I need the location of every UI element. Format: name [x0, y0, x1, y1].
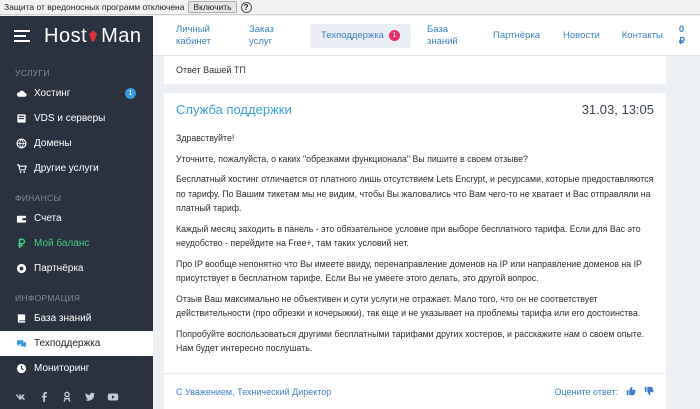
message-author: Служба поддержки	[176, 101, 292, 117]
tie-icon	[89, 31, 97, 42]
balance-amount: 0	[678, 23, 685, 35]
monitor-icon	[16, 363, 27, 374]
tab-label-line1: Личный	[176, 23, 210, 35]
sidebar-item-label: VDS и серверы	[34, 113, 106, 124]
sidebar	[0, 16, 153, 409]
message-header	[176, 93, 654, 125]
logo-part-man: Man	[101, 24, 142, 47]
sidebar-item-label: Партнёрка	[34, 263, 84, 274]
sidebar-item-invoices[interactable]	[0, 206, 153, 231]
message-paragraph: Бесплатный хостинг отличается от платного лишь отсутствием Lets Encrypt, и ресурсами, которые предоставляются по тарифу. По Вашим тикетам мы не видим, чтобы Вы жаловались что Вам чего-то не хватает и Вас отправляли на платный тариф.	[176, 174, 654, 213]
top-navigation	[153, 16, 700, 56]
message-signature: С Уважением, Технический Директор	[176, 386, 332, 397]
balance-display[interactable]	[679, 24, 691, 48]
message-date: 31.03, 13:05	[581, 101, 654, 117]
section-finance: ФИНАНСЫ	[15, 193, 62, 203]
ruble-icon	[16, 238, 27, 249]
section-info: ИНФОРМАЦИЯ	[15, 293, 81, 303]
tab-partner[interactable]	[481, 16, 550, 56]
sidebar-item-label: Техподдержка	[34, 338, 101, 349]
thumbs-down-icon[interactable]	[644, 386, 654, 398]
logo-part-host: Host	[44, 24, 88, 47]
sidebar-item-label: Мой баланс	[34, 238, 90, 249]
help-icon[interactable]: ?	[241, 2, 252, 13]
ok-icon[interactable]	[61, 391, 73, 403]
sidebar-item-support[interactable]	[0, 331, 153, 356]
tab-label-line2: услуг	[249, 35, 273, 47]
sidebar-item-balance[interactable]	[0, 231, 153, 256]
protection-bar-text: Защита от вредоносных программ отключена	[4, 2, 185, 12]
protection-bar	[0, 0, 700, 15]
sidebar-item-domains[interactable]	[0, 131, 153, 156]
message-paragraph: Про IP вообще непонятно что Вы имеете ввиду, перенаправление доменов на IP или направление доменов на IP присутствует в бесплатном тарифе. Если Вы не умеете этого делать, это другой вопрос.	[176, 258, 642, 283]
support-message-card	[164, 93, 666, 409]
message-paragraph: Попробуйте воспользоваться другими бесплатными тарифами других хостеров, и расскажите нам о своем опыте. Нам будет интересно послушать.	[176, 328, 645, 353]
enable-protection-button[interactable]: Включить	[188, 1, 236, 13]
social-links	[0, 384, 153, 409]
support-badge: 1	[389, 30, 400, 41]
partner-icon	[16, 263, 27, 274]
cloud-icon	[16, 88, 27, 99]
tab-label: Партнёрка	[492, 29, 540, 41]
chat-icon	[16, 338, 27, 349]
tab-news[interactable]	[550, 16, 610, 56]
menu-icon[interactable]	[14, 30, 30, 42]
rate-answer	[554, 386, 654, 398]
tab-personal-account[interactable]	[153, 16, 239, 56]
message-footer	[164, 373, 666, 409]
message-paragraph: Здравствуйте!	[176, 133, 235, 143]
tab-knowledge-base[interactable]	[411, 16, 481, 56]
tab-label-line2: кабинет	[176, 35, 211, 47]
section-services: УСЛУГИ	[15, 68, 50, 78]
currency-symbol: ₽	[678, 35, 685, 47]
sidebar-item-partner[interactable]	[0, 256, 153, 281]
sidebar-item-knowledge-base[interactable]	[0, 306, 153, 331]
tab-contacts[interactable]	[610, 16, 673, 56]
sidebar-brand	[0, 16, 153, 56]
sidebar-item-label: Хостинг	[34, 88, 71, 99]
tab-label-line1: База	[426, 23, 449, 35]
sidebar-item-vds[interactable]	[0, 106, 153, 131]
facebook-icon[interactable]	[38, 391, 50, 403]
twitter-icon[interactable]	[84, 391, 96, 403]
message-paragraph: Отзыв Ваш максимально не объективен и сути услуги не отражает. Мало того, что он не соответствует действительности (про обрезки и кочерыжки), так еще и не указывает на проблемы тарифа или его достоинства.	[176, 293, 641, 318]
hosting-badge: 1	[125, 88, 136, 99]
logo[interactable]	[44, 25, 142, 48]
sidebar-item-label: Мониторинг	[34, 363, 90, 374]
tab-label-line1: Заказ	[249, 23, 274, 35]
tab-support[interactable]	[310, 24, 411, 48]
cart-icon	[16, 163, 27, 174]
tab-label: Техподдержка	[321, 29, 384, 41]
sidebar-item-label: Счета	[34, 213, 62, 224]
sidebar-item-monitoring[interactable]	[0, 356, 153, 381]
wallet-icon	[16, 213, 27, 224]
thumbs-up-icon[interactable]	[626, 386, 636, 398]
book-icon	[16, 313, 27, 324]
sidebar-item-label: Домены	[34, 138, 72, 149]
sidebar-item-label: База знаний	[34, 313, 92, 324]
rate-label: Оцените ответ:	[554, 386, 618, 397]
previous-message-text: Ответ Вашей ТП	[176, 65, 246, 75]
sidebar-item-hosting[interactable]	[0, 81, 153, 106]
server-icon	[16, 113, 27, 124]
sidebar-item-other-services[interactable]	[0, 156, 153, 181]
tab-label: Контакты	[621, 29, 663, 41]
tab-label-line2: знаний	[426, 35, 458, 47]
sidebar-item-label: Другие услуги	[34, 163, 99, 174]
tab-order-services[interactable]	[239, 16, 304, 56]
tab-label: Новости	[562, 29, 600, 41]
youtube-icon[interactable]	[107, 391, 119, 403]
message-paragraph: Уточните, пожалуйста, о каких "обрезками функционала" Вы пишите в своем отзыве?	[176, 153, 528, 164]
vk-icon[interactable]	[15, 391, 27, 403]
message-paragraph: Каждый месяц заходить в панель - это обязательное условие при выборе бесплатного тарифа. Если для Вас это неудобство - перейдите на Free+, там таких условий нет.	[176, 223, 641, 248]
globe-icon	[16, 138, 27, 149]
previous-message-card	[164, 56, 666, 84]
